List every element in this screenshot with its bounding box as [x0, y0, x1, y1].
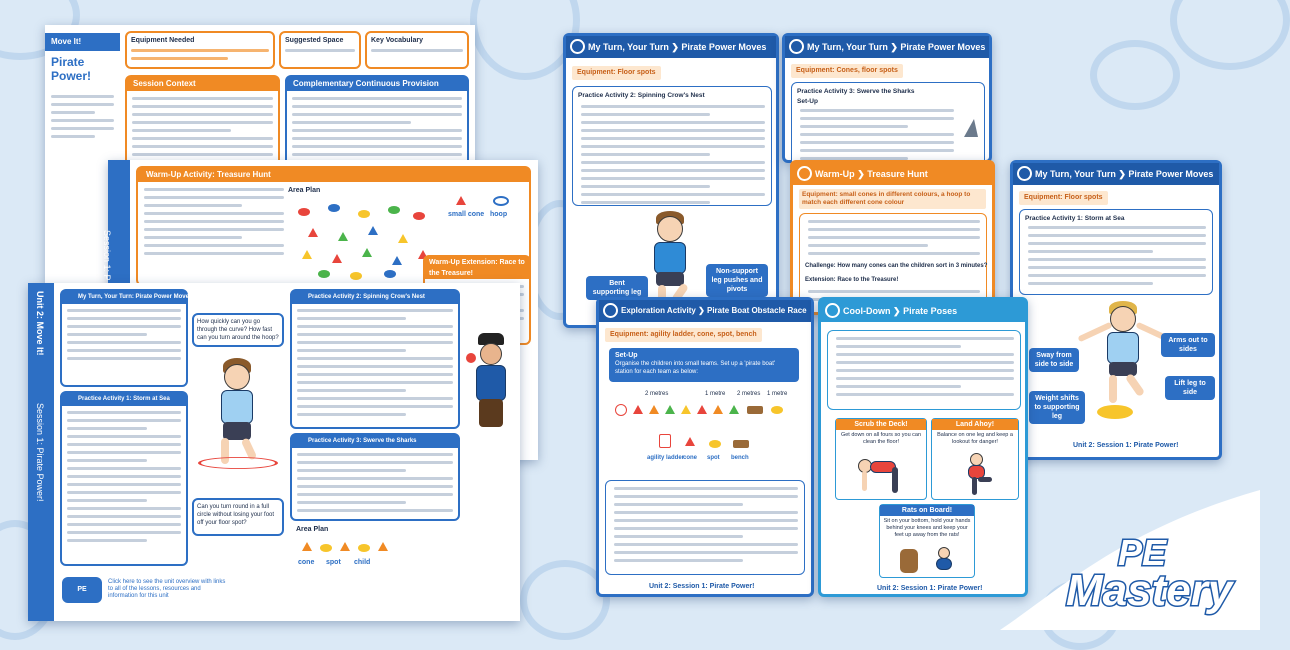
course-diagram: [609, 390, 807, 480]
vocab-heading: Key Vocabulary: [371, 37, 424, 44]
callout-sway: Sway from side to side: [1029, 348, 1079, 372]
steering-wheel-icon: [797, 166, 812, 181]
chevron-icon: ❯: [857, 169, 868, 179]
barrel-icon: [900, 549, 918, 573]
area-plan-label: Area Plan: [296, 526, 329, 533]
squiggle: [1170, 0, 1290, 70]
pose2-title: Land Ahoy!: [932, 419, 1018, 430]
instructions-box: [827, 330, 1021, 410]
instructions-box: [605, 480, 805, 575]
equipment-chip: Equipment: Floor spots: [1019, 191, 1108, 205]
card-header: [599, 300, 811, 322]
pirate-illustration: [466, 333, 514, 433]
my-turn-header: My Turn, Your Turn: Pirate Power Moves: [62, 291, 186, 304]
chevron-icon: ❯: [671, 42, 682, 52]
sheet-side-band: [28, 283, 54, 621]
area-plan-diagram: [288, 198, 438, 283]
distance-3: 2 metres: [737, 391, 761, 397]
callout-non-support-leg: Non-support leg pushes and pivots: [706, 264, 768, 297]
child-illustration-balancing: [203, 358, 273, 478]
card-header-title: Exploration Activity: [621, 306, 696, 315]
pe-mastery-mini-logo: PE: [62, 577, 102, 603]
callout-bent-supporting-leg: Bent supporting leg: [586, 276, 648, 300]
equipment-box: [125, 31, 275, 69]
session-context-heading: Session Context: [127, 77, 278, 91]
chevron-icon: ❯: [890, 42, 901, 52]
legend-cone: cone: [683, 455, 698, 461]
squiggle: [1090, 40, 1180, 110]
pose3-title: Rats on Board!: [880, 505, 974, 516]
storm-header: Practice Activity 1: Storm at Sea: [62, 393, 186, 406]
space-heading: Suggested Space: [285, 37, 344, 44]
chevron-icon: ❯: [1118, 169, 1129, 179]
my-turn-box: [60, 289, 193, 387]
equipment-chip: Equipment: small cones in different colours, a hoop to match each different cone colour: [799, 189, 986, 209]
legend-ladder: agility ladder: [647, 455, 685, 461]
chevron-icon: ❯: [893, 306, 904, 316]
activity-title: Practice Activity 2: Spinning Crow's Nest: [578, 92, 705, 99]
card-header-title: Warm-Up: [815, 169, 855, 179]
card-header: [785, 36, 989, 58]
activity-title: Practice Activity 3: Swerve the Sharks: [797, 88, 915, 95]
equipment-chip: Equipment: Floor spots: [572, 66, 661, 80]
legend-small-cone: small cone: [448, 211, 485, 218]
child-swaying-illustration: [1083, 301, 1163, 421]
swerve-header: Practice Activity 3: Swerve the Sharks: [292, 435, 458, 448]
legend-cone: cone: [298, 559, 315, 566]
unit-overview-link[interactable]: Click here to see the unit overview with links to all of the lessons, resources and information for this unit: [108, 579, 226, 599]
area-plan-diagram: [296, 538, 456, 588]
activity-box: [572, 86, 772, 206]
card-header: [793, 163, 992, 185]
callout-weight-shift: Weight shifts to supporting leg: [1029, 391, 1085, 424]
legend-hoop: hoop: [490, 211, 508, 218]
equipment-chip: Equipment: Cones, floor spots: [791, 64, 903, 78]
card-footer: Unit 2: Session 1: Pirate Power!: [1073, 442, 1179, 449]
card-obstacle-race: [596, 297, 814, 597]
legend-spot: spot: [707, 455, 720, 461]
provision-heading: Complementary Continuous Provision: [287, 77, 467, 91]
card-header-subtitle: Pirate Boat Obstacle Race: [707, 306, 807, 315]
crows-nest-header: Practice Activity 2: Spinning Crow's Nest: [292, 291, 458, 304]
steering-wheel-icon: [603, 303, 618, 318]
distance-4: 1 metre: [767, 391, 788, 397]
question-box-1: [192, 313, 284, 347]
card-header-subtitle: Pirate Poses: [903, 306, 958, 316]
card-footer: Unit 2: Session 1: Pirate Power!: [649, 583, 755, 590]
question-1: How quickly can you go through the curve? How fast can you turn around the hoop?: [197, 319, 279, 341]
card-header: [566, 36, 776, 58]
pirate-balancing-illustration: [962, 453, 992, 497]
activity-title: Practice Activity 1: Storm at Sea: [1025, 215, 1125, 222]
space-box: [279, 31, 361, 69]
extension-text: Extension: Race to the Treasure!: [805, 277, 899, 283]
side-label-bottom: Session 1: Pirate Power!: [35, 403, 45, 502]
card-header-title: My Turn, Your Turn: [807, 42, 888, 52]
storm-at-sea-box: [60, 391, 188, 566]
card-cool-down: [818, 297, 1028, 597]
setup-title: Set-Up: [615, 352, 638, 359]
card-header-subtitle: Treasure Hunt: [867, 169, 928, 179]
callout-arms-out: Arms out to sides: [1161, 333, 1215, 357]
legend: [448, 194, 528, 224]
card-header-title: Cool-Down: [843, 306, 891, 316]
area-plan-label: Area Plan: [288, 187, 321, 194]
continuous-provision-box: [285, 75, 469, 170]
card-header: [821, 300, 1025, 322]
pose-card-scrub: [835, 418, 927, 500]
card-swerve-sharks: [782, 33, 992, 163]
callout-lift-leg: Lift leg to side: [1165, 376, 1215, 400]
card-header-title: My Turn, Your Turn: [588, 42, 669, 52]
pose2-text: Balance on one leg and keep a lookout for danger!: [937, 432, 1013, 445]
question-2: Can you turn round in a full circle without losing your foot off your floor spot?: [197, 504, 275, 526]
distance-2: 1 metre: [705, 391, 726, 397]
steering-wheel-icon: [789, 39, 804, 54]
pose-card-rats: [879, 504, 975, 578]
side-label-top: Unit 2: Move It!: [35, 291, 45, 356]
card-header-title: My Turn, Your Turn: [1035, 169, 1116, 179]
question-box-2: [192, 498, 284, 536]
activity-box: [791, 82, 985, 172]
setup-text: Organise the children into small teams. Set up a 'pirate boat' station for each team as below:: [615, 361, 776, 375]
practice-plan-sheet: [28, 283, 520, 621]
extension-header: Warm-Up Extension: Race to the Treasure!: [425, 257, 529, 279]
pose1-title: Scrub the Deck!: [836, 419, 926, 430]
pirate-sitting-illustration: [930, 547, 960, 575]
pe-mastery-logo: [1066, 532, 1236, 622]
card-header: [1013, 163, 1219, 185]
steering-wheel-icon: [825, 303, 840, 318]
chevron-icon: ❯: [698, 306, 707, 315]
card-storm-at-sea: [1010, 160, 1222, 460]
card-treasure-hunt: [790, 160, 995, 315]
sheet-tag: Move It!: [45, 33, 120, 51]
distance-1: 2 metres: [645, 391, 669, 397]
equipment-heading: Equipment Needed: [131, 37, 195, 44]
challenge-text: Challenge: How many cones can the children sort in 3 minutes?: [805, 263, 988, 269]
vocabulary-box: [365, 31, 469, 69]
warmup-header: Warm-Up Activity: Treasure Hunt: [138, 168, 529, 182]
shark-fin-icon: [964, 119, 978, 137]
card-footer: Unit 2: Session 1: Pirate Power!: [877, 585, 983, 592]
logo-line-pe: PE: [1118, 532, 1167, 573]
setup-box: [609, 348, 799, 382]
card-header-subtitle: Pirate Power Moves: [900, 42, 986, 52]
setup-label: Set-Up: [797, 98, 818, 105]
steering-wheel-icon: [1017, 166, 1032, 181]
card-header-subtitle: Pirate Power Moves: [1128, 169, 1214, 179]
side-label: Session 1: P: [102, 230, 112, 281]
pirate-scrubbing-illustration: [858, 453, 908, 497]
activity-box: [1019, 209, 1213, 295]
card-header-subtitle: Pirate Power Moves: [681, 42, 767, 52]
card-crows-nest: [563, 33, 779, 328]
legend-spot: spot: [326, 559, 341, 566]
crows-nest-box: [290, 289, 460, 429]
pose3-text: Sit on your bottom, hold your hands behind your knees and keep your feet up away from the rats!: [883, 518, 971, 538]
steering-wheel-icon: [570, 39, 585, 54]
sheet-title: Pirate Power!: [51, 55, 92, 83]
legend-child: child: [354, 559, 371, 566]
pose1-text: Get down on all fours so you can clean the floor!: [840, 432, 922, 445]
logo-line-mastery: Mastery: [1066, 566, 1233, 615]
equipment-chip: Equipment: agility ladder, cone, spot, bench: [605, 328, 762, 342]
session-context-box: [125, 75, 280, 170]
legend-bench: bench: [731, 455, 749, 461]
swerve-sharks-box: [290, 433, 460, 521]
